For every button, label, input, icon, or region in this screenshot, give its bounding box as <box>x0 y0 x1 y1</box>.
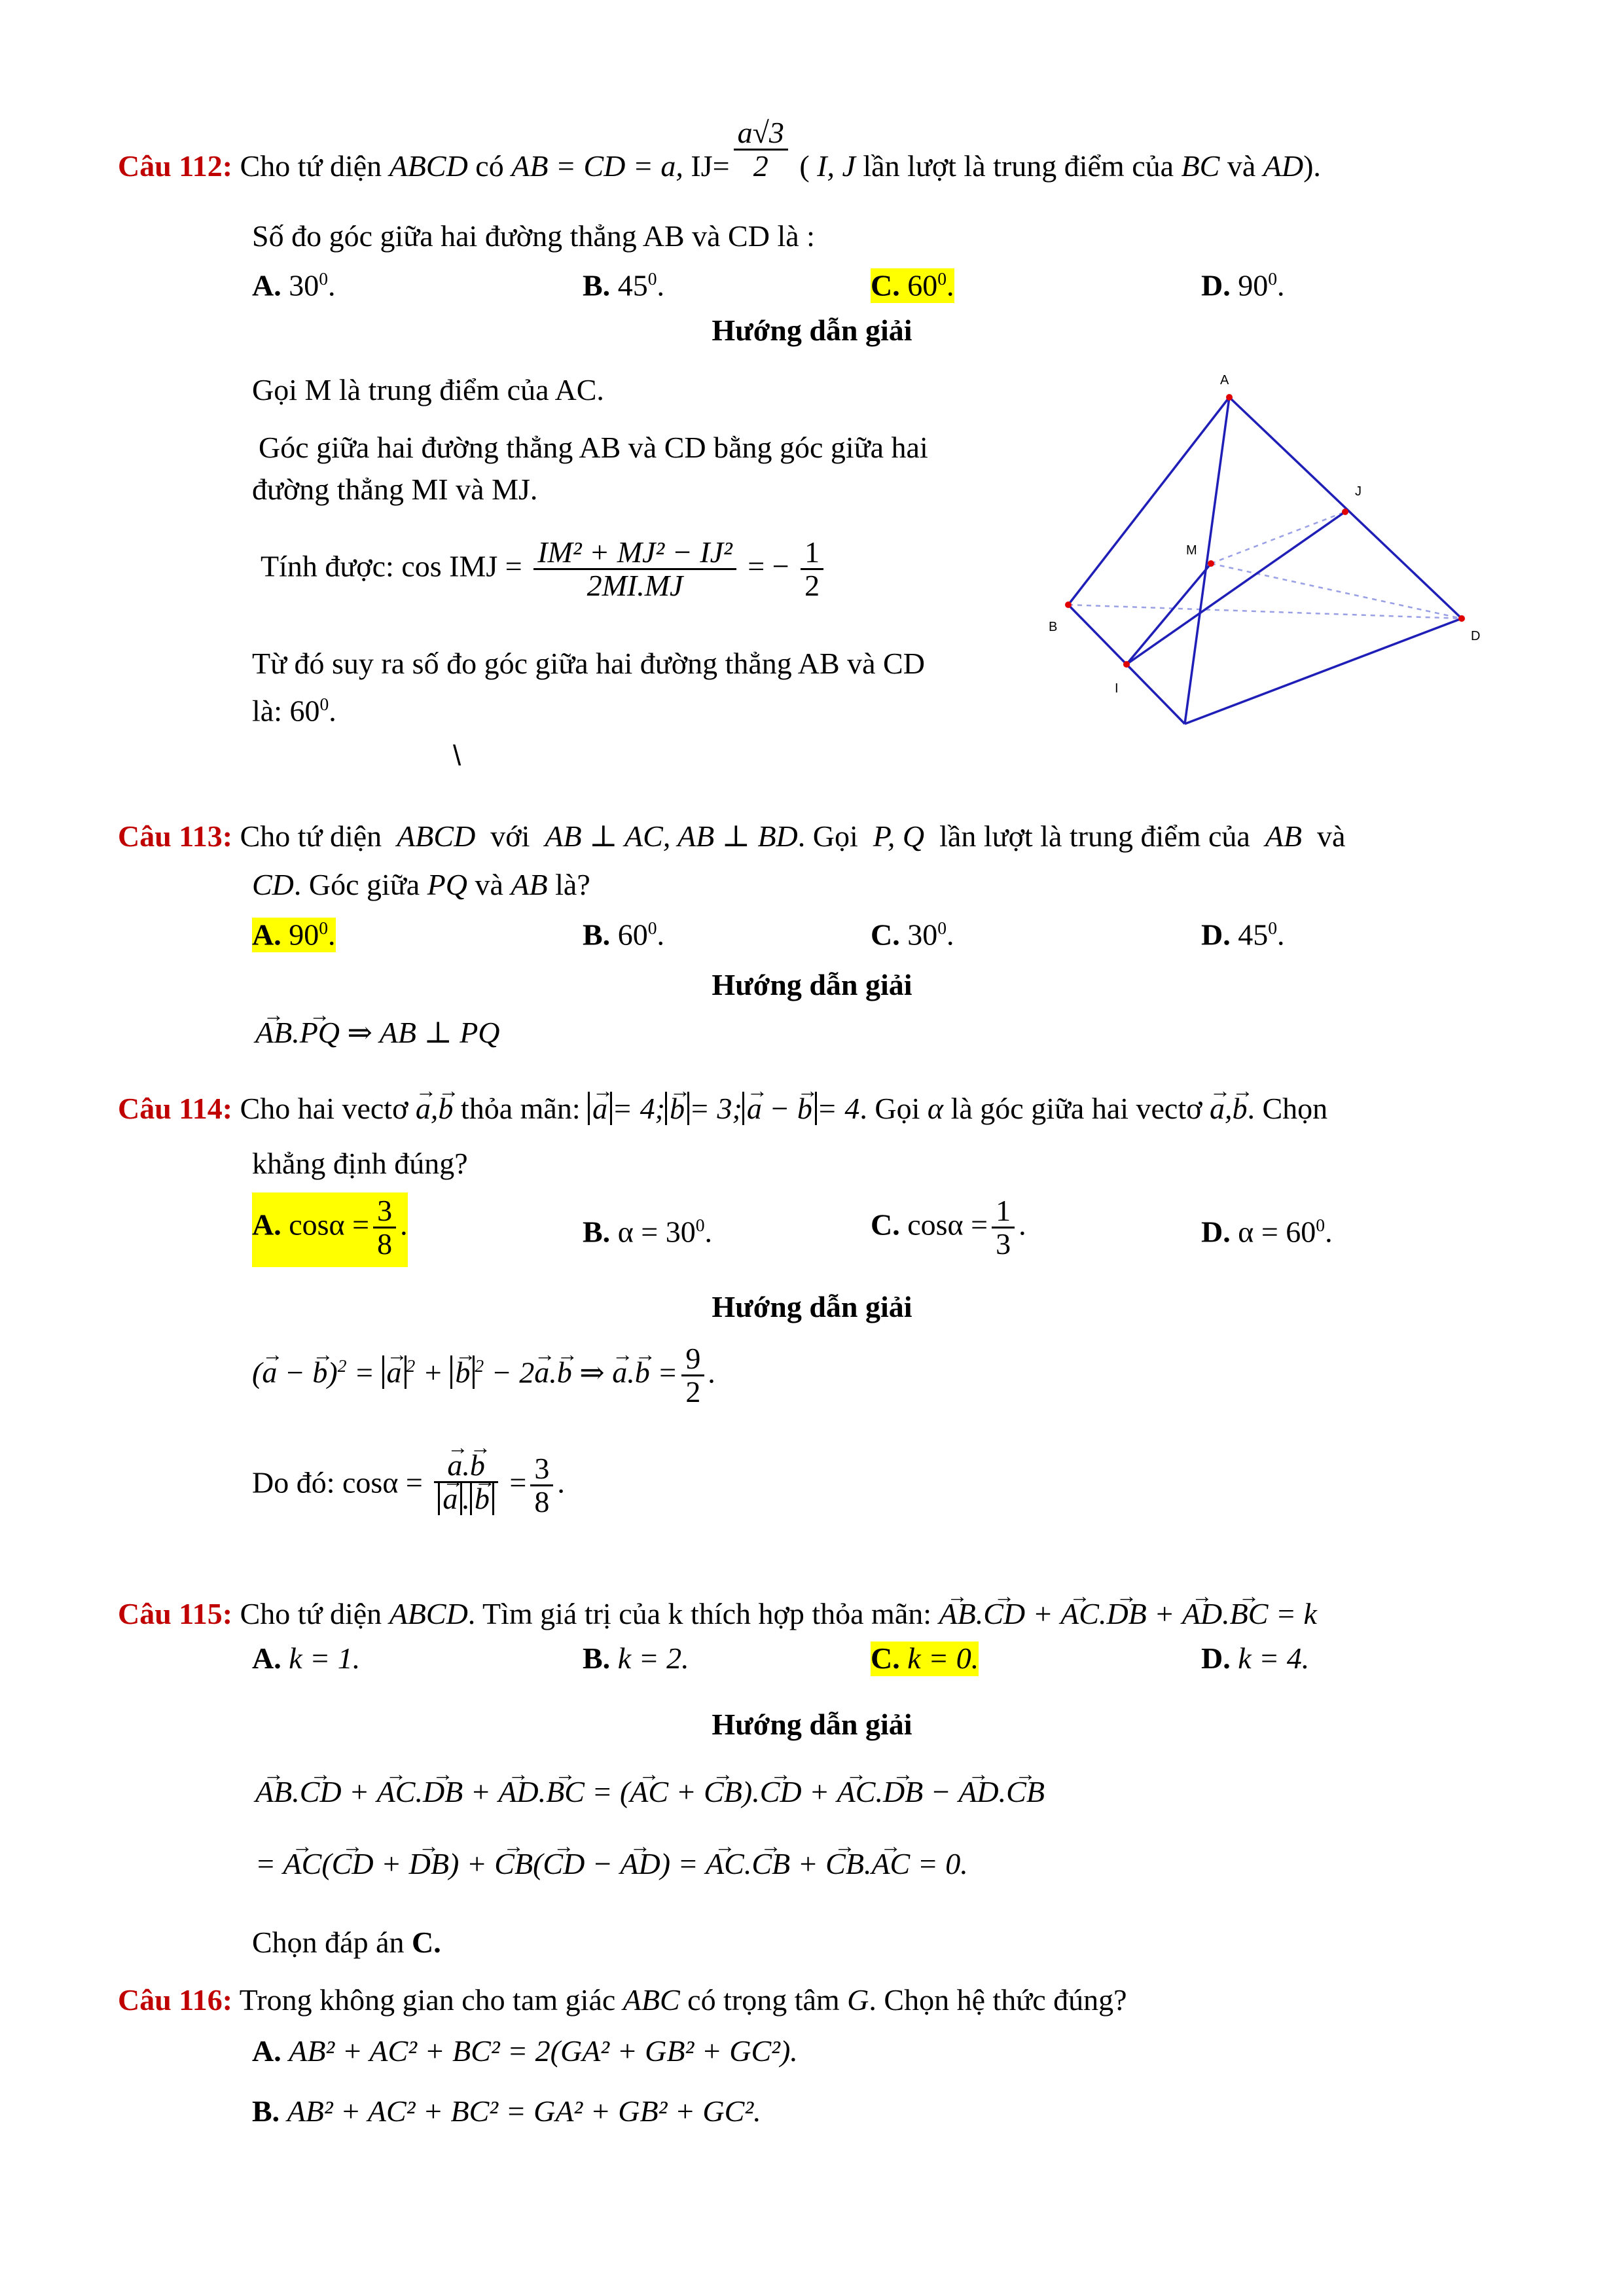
q113-math: AB <box>1265 819 1302 853</box>
q112-text: ). <box>1303 149 1321 183</box>
degree: 0 <box>319 694 329 714</box>
q112-math: AB = CD = a, <box>511 149 683 183</box>
q112-option-b[interactable] <box>583 268 664 303</box>
vector-b: → b <box>1232 1092 1247 1126</box>
q115-solution-2: = → AC(→ CD + → DB) + → CB(→ CD − → AD) = → AC.→ CB + → CB.→ AC = 0. <box>255 1847 968 1882</box>
fraction-numerator: 1 <box>992 1195 1015 1229</box>
vector-a: → a <box>387 1355 402 1390</box>
q114-option-d[interactable]: D. $\alpha = 60^0$. <box>1201 1215 1333 1249</box>
option-end: . <box>1277 268 1285 302</box>
q115-guide-heading: Hướng dẫn giải <box>712 1708 912 1741</box>
q113-stem <box>118 819 1345 854</box>
option-end: . <box>657 918 664 952</box>
implies-symbol: ⇒ <box>579 1355 605 1390</box>
vector-a: → a <box>747 1092 762 1126</box>
q115-option-d[interactable] <box>1201 1641 1309 1676</box>
q115-solution-1: → AB.→ CD + → AC.→ DB + → AD.→ BC = (→ AC + → CB).→ CD + → AC.→ DB − → AD.→ CB <box>255 1775 1045 1810</box>
q114-cos-fraction: → a.→ b → a .→ b <box>434 1450 498 1515</box>
q115-option-c-correct[interactable] <box>871 1641 979 1676</box>
fraction-denominator: 2 <box>804 569 820 603</box>
option-text: cosα = <box>907 1208 988 1242</box>
segment-mj-dashed <box>1211 512 1345 564</box>
q113-math: ABCD <box>397 819 476 853</box>
q114-condition: = 4 <box>816 1092 860 1125</box>
q112-text: Cho tứ diện <box>240 149 382 183</box>
label-a: A <box>1220 373 1229 387</box>
stray-backslash: \ <box>453 740 461 772</box>
vector-b: → b <box>797 1092 812 1126</box>
vector-b: → b <box>470 1450 485 1481</box>
q114-text: là góc giữa hai vectơ <box>950 1092 1202 1125</box>
q114-options-row <box>252 1193 1404 1265</box>
q112-option-a[interactable] <box>252 268 336 303</box>
vector-ab: → AB <box>255 1016 292 1050</box>
q113-text: . Gọi <box>797 819 858 853</box>
option-key: D. <box>1201 268 1231 302</box>
q113-text: Cho tứ diện <box>240 819 382 853</box>
q116-stem <box>118 1983 1127 2018</box>
q114-condition: = 4; <box>612 1092 665 1125</box>
option-key: C. <box>871 1208 900 1242</box>
fraction-denominator: 2 <box>685 1375 701 1409</box>
option-fraction <box>373 1195 396 1261</box>
label-j: J <box>1355 484 1362 499</box>
q114-text: thỏa mãn: <box>460 1092 581 1125</box>
fraction-numerator: 1 <box>801 537 823 570</box>
alpha-symbol: α <box>927 1092 944 1125</box>
vector-a: → a <box>442 1483 458 1515</box>
q112-solution-6 <box>252 694 336 728</box>
option-value: 30 <box>289 268 319 302</box>
q112-label: Câu 112: <box>118 149 233 183</box>
degree: 0 <box>319 918 329 938</box>
segment-ij <box>1127 512 1345 664</box>
q112-cos-fraction <box>533 537 736 602</box>
q113-option-d[interactable] <box>1201 918 1285 952</box>
fraction-denominator: 3 <box>996 1227 1011 1261</box>
option-key: B. <box>252 2094 280 2128</box>
option-value: 90 <box>1238 268 1269 302</box>
edge-cd <box>1185 619 1462 724</box>
q113-text: lần lượt là trung điểm của <box>939 819 1250 853</box>
q114-sol-fraction <box>681 1343 704 1408</box>
option-value: k = 0. <box>907 1641 979 1675</box>
q112-text: có <box>475 149 504 183</box>
option-end: . <box>947 268 954 302</box>
q112-equals: = − <box>748 549 789 583</box>
q114-equals: = <box>509 1465 527 1499</box>
q113-text: là? <box>555 868 590 901</box>
q113-text: và <box>1316 819 1346 853</box>
vector-b: → b <box>312 1355 327 1390</box>
option-key: B. <box>583 918 611 952</box>
vector-b: → b <box>455 1355 470 1390</box>
q114-solution-2: Do đó: cosα = → a.→ b → a .→ b = $\frac{3}{8}$ . <box>252 1453 565 1518</box>
q114-text: Cho hai vectơ <box>240 1092 408 1125</box>
option-value: 45 <box>617 268 648 302</box>
option-key: B. <box>583 1641 611 1675</box>
q114-solution-1: (→ a − → b)$^2$ = → a $^2$ + → b $^2$ − 2→ a.→ b ⇒ → a.→ b = $\frac{9}{2}$ . <box>252 1343 716 1408</box>
q112-solution-4 <box>261 537 827 602</box>
fraction-denominator: 8 <box>534 1485 550 1519</box>
q112-text: ( <box>799 149 810 183</box>
option-value: k = 4. <box>1238 1641 1310 1675</box>
q112-solution-5: Từ đó suy ra số đo góc giữa hai đường thẳng AB và CD <box>252 647 925 680</box>
q115-equation-rhs: = k <box>1268 1597 1317 1630</box>
q115-text: Cho tứ diện <box>240 1597 382 1630</box>
q112-cos-label: Tính được: cos IMJ = <box>261 549 522 583</box>
q112-math: I, J <box>817 149 856 183</box>
degree: 0 <box>937 918 947 938</box>
vector-a: → a <box>592 1092 607 1126</box>
option-key: A. <box>252 1641 281 1675</box>
q115-option-b[interactable] <box>583 1641 689 1676</box>
segment-md-dashed <box>1211 564 1462 619</box>
q112-math: AD <box>1263 149 1304 183</box>
option-end: . <box>328 918 336 952</box>
option-end: . <box>1277 918 1285 952</box>
q112-solution-2: Góc giữa hai đường thẳng AB và CD bằng góc giữa hai <box>259 431 928 464</box>
vector-b: → b <box>670 1092 685 1126</box>
q115-label: Câu 115: <box>118 1597 233 1630</box>
q115-stem <box>118 1597 1317 1632</box>
q114-cos-label: Do đó: cosα = <box>252 1465 423 1499</box>
fraction-denominator: 8 <box>377 1227 393 1261</box>
option-key: D. <box>1201 918 1231 952</box>
q115-result: = 0. <box>910 1847 968 1880</box>
q113-text: với <box>490 819 530 853</box>
edge-ad <box>1229 397 1462 619</box>
vector-a: → a <box>416 1092 431 1126</box>
q112-option-d[interactable] <box>1201 268 1285 303</box>
option-fraction <box>992 1195 1015 1261</box>
degree: 0 <box>1268 268 1278 289</box>
option-value: k = 2. <box>617 1641 689 1675</box>
option-key: D. <box>1201 1215 1231 1249</box>
q114-condition: = 3; <box>689 1092 742 1125</box>
q112-answer-text: là: 60 <box>252 694 320 728</box>
option-key: B. <box>583 1215 611 1249</box>
q112-fraction <box>734 117 788 183</box>
q112-math: BC <box>1181 149 1220 183</box>
vector-b: → b <box>635 1355 650 1390</box>
q114-stem: Câu 114: Cho hai vectơ → a,→ b thỏa mãn: → a = 4;→ b = 3;→ a − → b = 4. Gọi α là góc giữa hai vectơ → a,→ b. Chọn <box>118 1092 1327 1126</box>
fraction-denominator: 2 <box>753 149 768 183</box>
option-end: . <box>947 918 954 952</box>
q113-math: PQ <box>427 868 467 901</box>
q112-solution-3: đường thẳng MI và MJ. <box>252 473 538 506</box>
q112-answer-end: . <box>329 694 336 728</box>
option-key: C. <box>871 268 900 302</box>
q113-solution <box>255 1016 500 1050</box>
q114-guide-heading: Hướng dẫn giải <box>712 1290 912 1323</box>
dot-operator: . <box>292 1016 300 1049</box>
q116-text: có trọng tâm <box>687 1983 840 2017</box>
option-key: A. <box>252 268 281 302</box>
q112-stem <box>118 115 1321 184</box>
vector-a: → a <box>447 1450 462 1481</box>
q113-option-b[interactable] <box>583 918 664 952</box>
label-m: M <box>1186 543 1197 558</box>
edge-bd-dashed <box>1068 605 1462 619</box>
q112-text: lần lượt là trung điểm của <box>863 149 1174 183</box>
q115-option-a[interactable] <box>252 1641 360 1676</box>
point-d <box>1458 615 1465 622</box>
option-end: . <box>657 268 664 302</box>
q114-text: . Chọn <box>1247 1092 1328 1125</box>
label-b: B <box>1049 620 1058 634</box>
fraction-denominator: 2MI.MJ <box>586 569 683 603</box>
option-key: A. <box>252 2034 281 2068</box>
vector-a: → a <box>612 1355 627 1390</box>
q115-math: ABCD <box>389 1597 468 1630</box>
vector-a: → a <box>262 1355 277 1390</box>
option-value: k = 1. <box>289 1641 361 1675</box>
fraction-numerator: IM² + MJ² − IJ² <box>533 537 736 570</box>
vector-b: → b <box>475 1483 490 1515</box>
q113-math: P, Q <box>873 819 925 853</box>
vector-b: → b <box>438 1092 453 1126</box>
q116-label: Câu 116: <box>118 1983 233 2017</box>
option-key: D. <box>1201 1641 1231 1675</box>
option-text: cosα = <box>289 1208 370 1242</box>
q112-line2: Số đo góc giữa hai đường thẳng AB và CD là : <box>252 219 815 253</box>
degree: 0 <box>647 268 657 289</box>
degree: 0 <box>1316 1215 1326 1235</box>
degree: 0 <box>695 1215 705 1235</box>
q114-option-b[interactable]: B. $\alpha = 30^0$. <box>583 1215 713 1249</box>
fraction-numerator: a√3 <box>734 117 788 151</box>
q114-label: Câu 114: <box>118 1092 233 1125</box>
q116-text: Trong không gian cho tam giác <box>239 1983 616 2017</box>
q115-conclusion-text: Chọn đáp án <box>252 1926 405 1959</box>
option-value: 60 <box>907 268 938 302</box>
vector-a: → a <box>534 1355 549 1390</box>
q112-option-c-correct[interactable] <box>871 268 954 303</box>
option-key: C. <box>871 918 900 952</box>
q112-text: và <box>1227 149 1256 183</box>
label-d: D <box>1471 629 1481 643</box>
option-value: 30 <box>907 918 938 952</box>
fraction-numerator: 3 <box>530 1453 553 1486</box>
option-end: . <box>328 268 336 302</box>
option-value: α = 30 <box>617 1215 696 1249</box>
tetrahedron-figure <box>1034 367 1506 746</box>
q114-line2: khẳng định đúng? <box>252 1147 468 1180</box>
fraction-numerator: 3 <box>373 1195 396 1229</box>
option-value: AB² + AC² + BC² = GA² + GB² + GC². <box>287 2094 761 2128</box>
q112-math: ABCD <box>389 149 468 183</box>
point-a <box>1226 394 1233 401</box>
degree: 0 <box>319 268 329 289</box>
option-value: 60 <box>617 918 648 952</box>
point-j <box>1342 509 1348 515</box>
q113-option-a-correct[interactable] <box>252 918 336 952</box>
vector-a: → a <box>1210 1092 1225 1126</box>
q112-guide-heading: Hướng dẫn giải <box>712 314 912 347</box>
point-m <box>1208 560 1214 567</box>
q112-result-fraction <box>801 537 823 602</box>
q116-math: G <box>847 1983 869 2017</box>
q113-guide-heading: Hướng dẫn giải <box>712 968 912 1001</box>
option-key: A. <box>252 918 281 952</box>
q113-math: AB <box>511 868 548 901</box>
option-value: AB² + AC² + BC² = 2(GA² + GB² + GC²). <box>289 2034 798 2068</box>
q114-option-a-correct[interactable]: A. cosα = $\frac{3}{8}$ . <box>252 1193 408 1267</box>
q114-text: . Gọi <box>859 1092 920 1125</box>
option-value: α = 60 <box>1238 1215 1316 1249</box>
q115-equation: → AB.→ CD + → AC.→ DB + → AD.→ BC = k <box>939 1597 1317 1630</box>
q115-conclusion-answer: C. <box>412 1926 441 1959</box>
degree: 0 <box>647 918 657 938</box>
q113-line2 <box>252 868 590 903</box>
q113-math: AB ⊥ AC, AB ⊥ BD <box>545 819 798 853</box>
q113-implication: ⇒ AB ⊥ PQ <box>340 1016 500 1049</box>
dot-operator: . <box>462 1448 470 1482</box>
vector-pq: → PQ <box>300 1016 340 1050</box>
q116-math: ABC <box>623 1983 680 2017</box>
q113-label: Câu 113: <box>118 819 233 853</box>
q115-text: . Tìm giá trị của k thích hợp thỏa mãn: <box>467 1597 932 1630</box>
q116-option-b[interactable] <box>252 2094 761 2129</box>
q113-text: . Góc giữa <box>293 868 420 901</box>
q114-option-c[interactable]: C. cosα = $\frac{1}{3}$ . <box>871 1194 1026 1261</box>
q112-text: IJ= <box>691 149 730 183</box>
q114-result-fraction <box>530 1453 553 1518</box>
option-value: 45 <box>1238 918 1269 952</box>
fraction-numerator: 9 <box>681 1343 704 1376</box>
option-key: C. <box>871 1641 900 1675</box>
q113-option-c[interactable] <box>871 918 954 952</box>
point-b <box>1065 601 1072 608</box>
degree: 0 <box>1268 918 1278 938</box>
q116-option-a[interactable] <box>252 2034 798 2069</box>
option-key: A. <box>252 1208 281 1242</box>
point-i <box>1123 661 1130 668</box>
option-key: B. <box>583 268 611 302</box>
option-value: 90 <box>289 918 319 952</box>
q115-conclusion <box>252 1926 441 1960</box>
label-i: I <box>1115 681 1119 696</box>
degree: 0 <box>937 268 947 289</box>
q112-solution-1: Gọi M là trung điểm của AC. <box>252 373 604 406</box>
vector-b: → b <box>557 1355 572 1390</box>
q113-text: và <box>475 868 503 901</box>
q116-text: . Chọn hệ thức đúng? <box>869 1983 1127 2017</box>
q113-math: CD <box>252 868 294 901</box>
